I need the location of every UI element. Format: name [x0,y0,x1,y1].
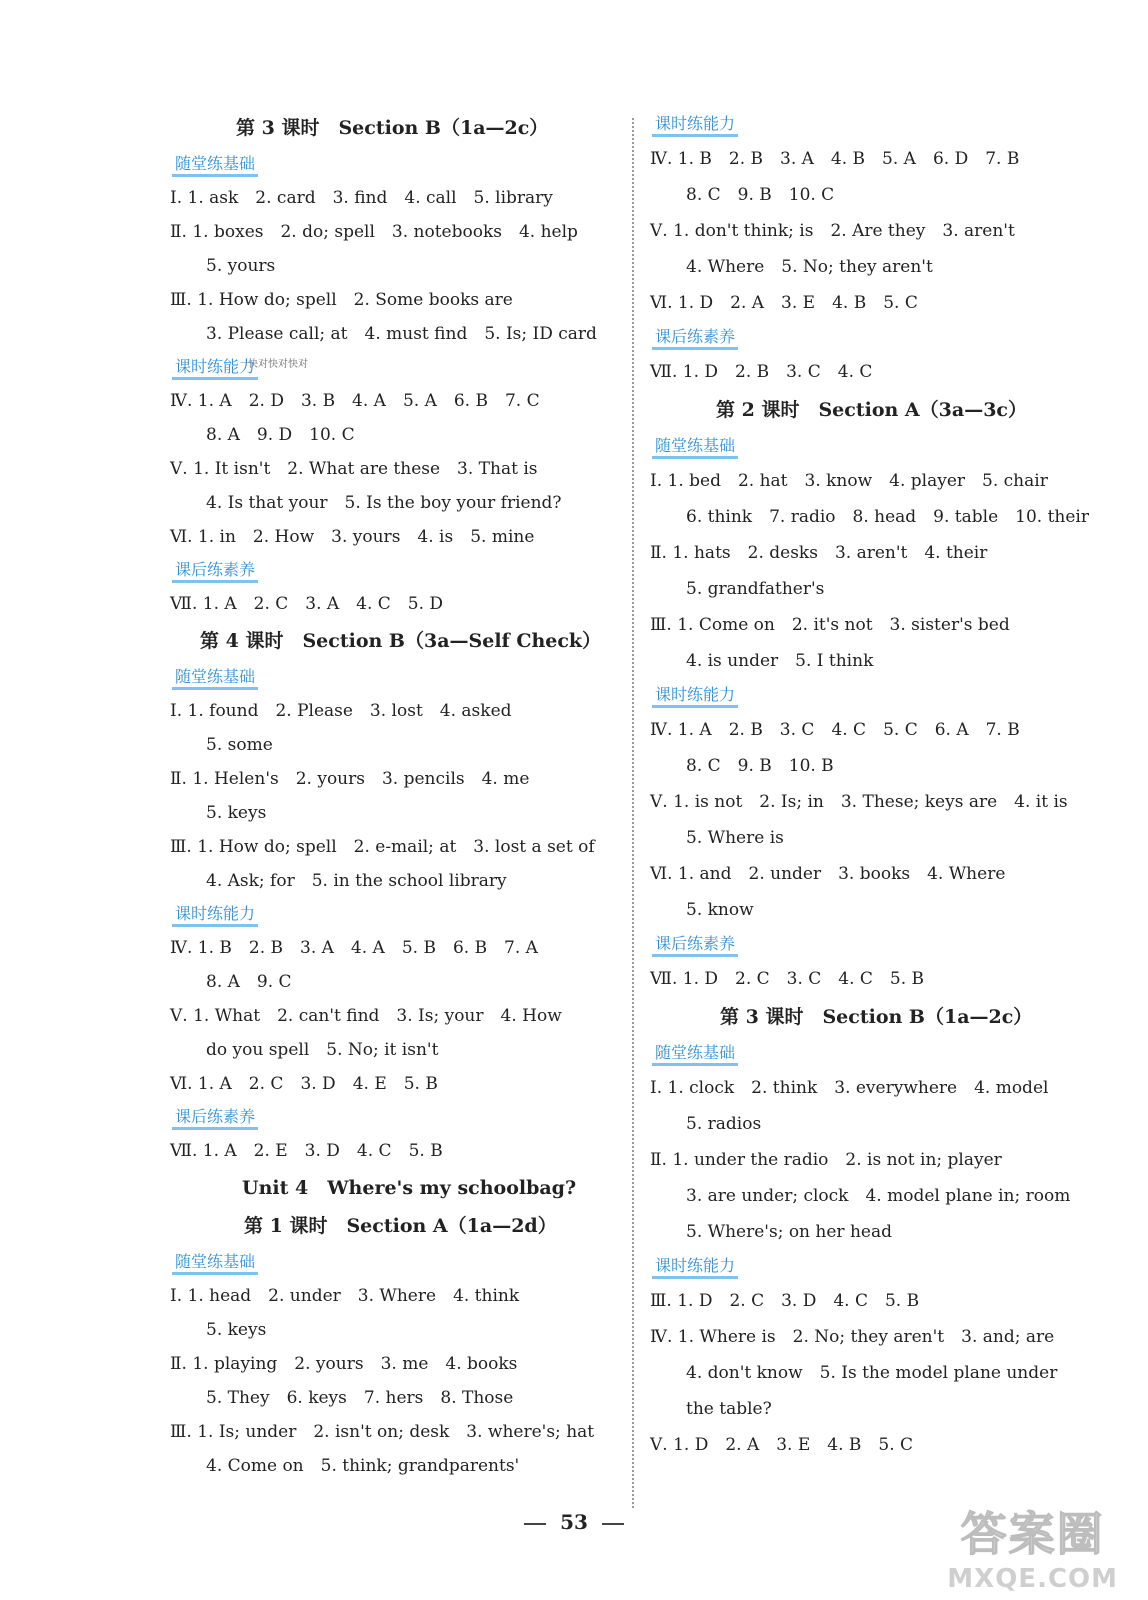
answer-line: 5. know [686,900,754,920]
section-tag-row [650,321,1110,354]
answer-line: Ⅵ. 1. in 2. How 3. yours 4. is 5. mine [170,527,535,547]
answer-line: 4. Where 5. No; they aren't [686,257,933,277]
answer-line: 8. A 9. C [206,972,292,992]
dash-right [602,1523,624,1525]
answer-line: Ⅵ. 1. A 2. C 3. D 4. E 5. B [170,1074,438,1094]
answer-line: Ⅳ. 1. A 2. D 3. B 4. A 5. A 6. B 7. C [170,391,540,411]
lesson-title: Unit 4 Where's my schoolbag? [242,1177,577,1199]
section-tag: 随堂练基础 [172,1252,258,1275]
section-tag: 随堂练基础 [652,1043,738,1066]
answer-line: 4. don't know 5. Is the model plane under [686,1363,1058,1383]
page-number-text: 53 [560,1510,588,1534]
section-tag-row [170,554,620,587]
section-tag: 课时练能力 [652,1256,738,1279]
section-tag: 课后练素养 [652,934,738,957]
answer-line: Ⅲ. 1. How do; spell 2. Some books are [170,290,513,310]
answer-line: 4. Ask; for 5. in the school library [206,871,507,891]
watermark [947,1498,1118,1594]
section-tag-row [650,108,1110,141]
answer-line: Ⅲ. 1. Come on 2. it's not 3. sister's bed [650,615,1010,635]
left-column [170,108,620,1483]
answer-line: 8. C 9. B 10. C [686,185,835,205]
lesson-title: 第 3 课时 Section B（1a—2c） [236,117,549,139]
answer-line: the table? [686,1399,772,1419]
answer-line: Ⅳ. 1. B 2. B 3. A 4. A 5. B 6. B 7. A [170,938,538,958]
answer-line: Ⅱ. 1. hats 2. desks 3. aren't 4. their [650,543,988,563]
answer-line: Ⅲ. 1. How do; spell 2. e-mail; at 3. lost a set of [170,837,595,857]
answer-line: 5. some [206,735,273,755]
answer-line: Ⅳ. 1. A 2. B 3. C 4. C 5. C 6. A 7. B [650,720,1020,740]
answer-line: Ⅴ. 1. is not 2. Is; in 3. These; keys are 4. it is [650,792,1068,812]
answer-line: Ⅵ. 1. and 2. under 3. books 4. Where [650,864,1006,884]
answer-line: Ⅰ. 1. clock 2. think 3. everywhere 4. model [650,1078,1049,1098]
answer-line: Ⅱ. 1. playing 2. yours 3. me 4. books [170,1354,518,1374]
answer-line: Ⅴ. 1. What 2. can't find 3. Is; your 4. How [170,1006,562,1026]
answer-line: 4. is under 5. I think [686,651,874,671]
answer-line: 5. radios [686,1114,762,1134]
answer-line: Ⅴ. 1. D 2. A 3. E 4. B 5. C [650,1435,914,1455]
answer-line: Ⅶ. 1. A 2. C 3. A 4. C 5. D [170,594,444,614]
lesson-title: 第 3 课时 Section B（1a—2c） [720,1006,1033,1028]
answer-line: 3. Please call; at 4. must find 5. Is; ID card [206,324,597,344]
column-divider [632,118,634,1508]
answer-line: Ⅶ. 1. D 2. B 3. C 4. C [650,362,873,382]
right-column [650,108,1110,1463]
answer-line: 4. Is that your 5. Is the boy your friend? [206,493,562,513]
answer-line: Ⅲ. 1. D 2. C 3. D 4. C 5. B [650,1291,920,1311]
answer-line: Ⅲ. 1. Is; under 2. isn't on; desk 3. where's; hat [170,1422,595,1442]
section-tag-row [170,661,620,694]
lesson-title: 第 1 课时 Section A（1a—2d） [244,1215,557,1237]
answer-line: 5. They 6. keys 7. hers 8. Those [206,1388,514,1408]
answer-line: do you spell 5. No; it isn't [206,1040,439,1060]
answer-line: Ⅰ. 1. head 2. under 3. Where 4. think [170,1286,520,1306]
answer-line: 5. grandfather's [686,579,825,599]
answer-line: Ⅶ. 1. D 2. C 3. C 4. C 5. B [650,969,925,989]
section-tag-row [650,1037,1110,1070]
section-tag: 课时练能力 [172,357,258,380]
section-tag: 随堂练基础 [172,154,258,177]
section-tag-row [170,351,620,384]
section-tag: 课后练素养 [652,327,738,350]
section-tag-row [650,430,1110,463]
lesson-title: 第 4 课时 Section B（3a—Self Check） [200,630,602,652]
faint-handwritten-note: 快对快对快对 [248,359,308,370]
lesson-title: 第 2 课时 Section A（3a—3c） [716,399,1027,421]
watermark-logo: 答案圈 [960,1507,1105,1561]
answer-line: 4. Come on 5. think; grandparents' [206,1456,520,1476]
answer-line: 6. think 7. radio 8. head 9. table 10. their [686,507,1089,527]
answer-line: 8. A 9. D 10. C [206,425,355,445]
answer-line: 5. Where is [686,828,784,848]
answer-line: 5. yours [206,256,276,276]
section-tag-row [650,679,1110,712]
answer-line: Ⅱ. 1. boxes 2. do; spell 3. notebooks 4. help [170,222,578,242]
section-tag: 随堂练基础 [652,436,738,459]
answer-line: Ⅱ. 1. Helen's 2. yours 3. pencils 4. me [170,769,530,789]
answer-line: 5. keys [206,1320,267,1340]
answer-line: Ⅳ. 1. Where is 2. No; they aren't 3. and; are [650,1327,1055,1347]
section-tag: 随堂练基础 [172,667,258,690]
section-tag: 课时练能力 [652,114,738,137]
answer-line: Ⅶ. 1. A 2. E 3. D 4. C 5. B [170,1141,443,1161]
dash-left [524,1523,546,1525]
answer-line: Ⅰ. 1. ask 2. card 3. find 4. call 5. library [170,188,553,208]
section-tag: 课后练素养 [172,560,258,583]
answer-line: Ⅰ. 1. bed 2. hat 3. know 4. player 5. chair [650,471,1048,491]
section-tag-row [170,1101,620,1134]
section-tag-row [170,1246,620,1279]
answer-line: Ⅵ. 1. D 2. A 3. E 4. B 5. C [650,293,918,313]
section-tag-row [170,148,620,181]
answer-line: Ⅳ. 1. B 2. B 3. A 4. B 5. A 6. D 7. B [650,149,1020,169]
section-tag: 课时练能力 [652,685,738,708]
answer-line: Ⅰ. 1. found 2. Please 3. lost 4. asked [170,701,512,721]
section-tag: 课时练能力 [172,904,258,927]
answer-line: 3. are under; clock 4. model plane in; room [686,1186,1071,1206]
answer-line: Ⅱ. 1. under the radio 2. is not in; player [650,1150,1002,1170]
section-tag-row [650,928,1110,961]
section-tag-row [650,1250,1110,1283]
answer-line: 5. Where's; on her head [686,1222,892,1242]
answer-line: 8. C 9. B 10. B [686,756,834,776]
answer-line: 5. keys [206,803,267,823]
answer-line: Ⅴ. 1. It isn't 2. What are these 3. That is [170,459,538,479]
section-tag-row [170,898,620,931]
answer-line: Ⅴ. 1. don't think; is 2. Are they 3. aren't [650,221,1015,241]
watermark-url: MXQE.COM [947,1564,1118,1594]
section-tag: 课后练素养 [172,1107,258,1130]
